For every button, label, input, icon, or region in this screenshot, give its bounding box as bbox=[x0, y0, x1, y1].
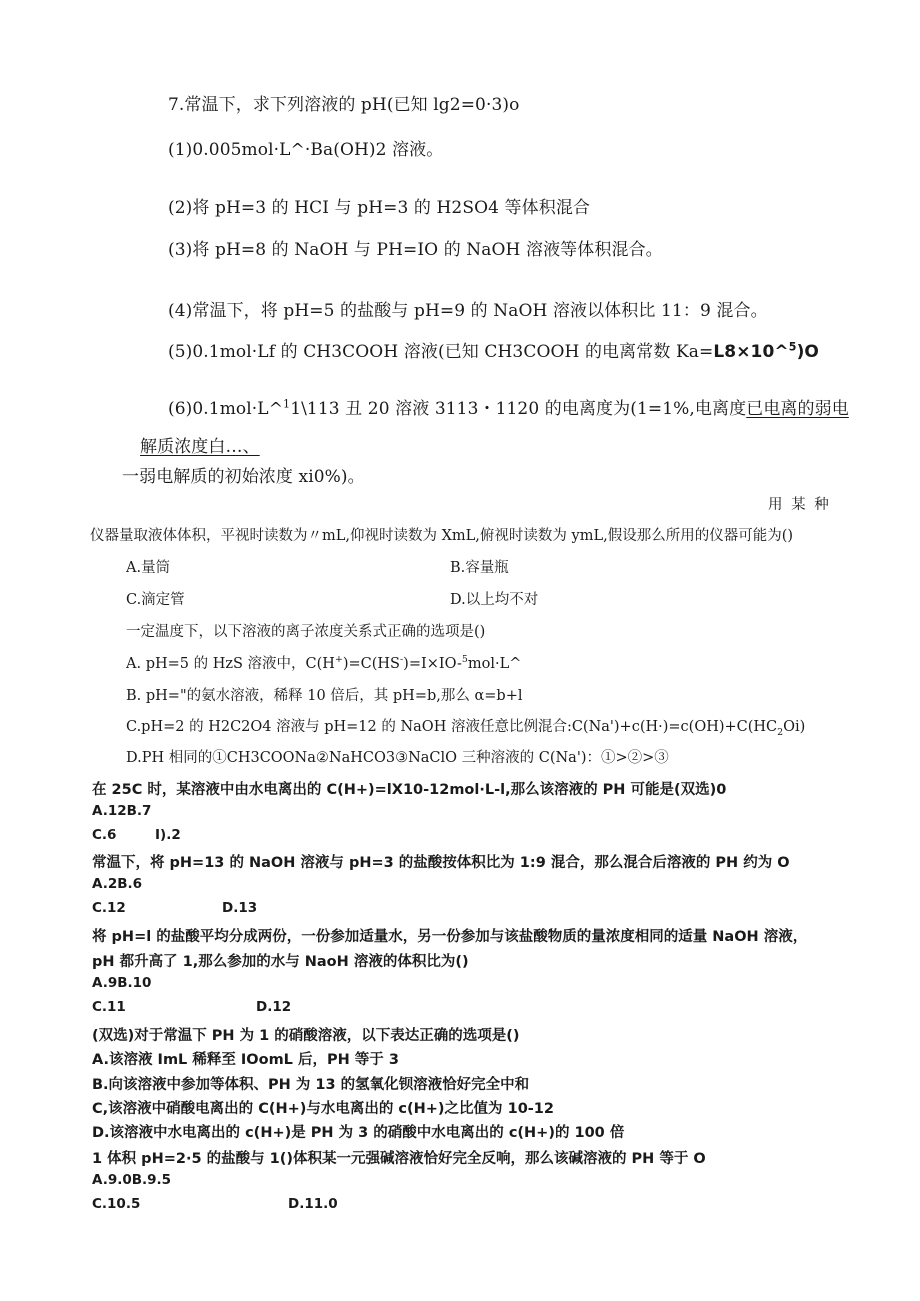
q10-option-ab: A.12B.7 bbox=[92, 803, 152, 819]
q7-part6-line3: 一弱电解质的初始浓度 xi0%)。 bbox=[122, 467, 365, 487]
q12-option-ab: A.9B.10 bbox=[92, 975, 152, 991]
q12-option-c: C.11 bbox=[92, 999, 126, 1015]
q7-part3: (3)将 pH=8 的 NaOH 与 PH=IO 的 NaOH 溶液等体积混合。 bbox=[168, 240, 663, 260]
q8-option-b: B.容量瓶 bbox=[450, 560, 509, 576]
q13-option-a: A.该溶液 ImL 稀释至 IOomL 后，PH 等于 3 bbox=[92, 1052, 399, 1068]
q8-option-d: D.以上均不对 bbox=[450, 592, 539, 608]
q9-option-b: B. pH="的氨水溶液，稀释 10 倍后，其 pH=b,那么 α=b+l bbox=[126, 688, 523, 704]
q7-part4: (4)常温下，将 pH=5 的盐酸与 pH=9 的 NaOH 溶液以体积比 11：9 混合。 bbox=[168, 301, 768, 321]
q8-option-a: A.量筒 bbox=[126, 560, 171, 576]
q13-option-c: C,该溶液中硝酸电离出的 C(H+)与水电离出的 c(H+)之比值为 10-12 bbox=[92, 1101, 554, 1117]
q14-stem: 1 体积 pH=2·5 的盐酸与 1()体积某一元强碱溶液恰好完全反响，那么该碱溶液的 PH 等于 O bbox=[92, 1151, 706, 1167]
q10-stem: 在 25C 时，某溶液中由水电离出的 C(H+)=lX10-12mol·L-l,那么该溶液的 PH 可能是(双选)0 bbox=[92, 782, 727, 798]
q13-option-b: B.向该溶液中参加等体积、PH 为 13 的氢氧化钡溶液恰好完全中和 bbox=[92, 1077, 530, 1093]
q11-option-d: D.13 bbox=[222, 900, 258, 916]
q7-part6-line2: 解质浓度白…、 bbox=[140, 437, 260, 457]
q8-stem: 仪器量取液体体积，平视时读数为〃mL,仰视时读数为 XmL,俯视时读数为 ymL,假设那么所用的仪器可能为() bbox=[90, 528, 794, 544]
q9-option-d: D.PH 相同的①CH3COONa②NaHCO3③NaClO 三种溶液的 C(Na')：①>②>③ bbox=[126, 750, 669, 766]
q9-stem: 一定温度下，以下溶液的离子浓度关系式正确的选项是() bbox=[126, 624, 486, 640]
q12-stem-line1: 将 pH=l 的盐酸平均分成两份，一份参加适量水，另一份参加与该盐酸物质的量浓度相同的适量 NaOH 溶液， bbox=[92, 929, 808, 945]
q13-option-d: D.该溶液中水电离出的 c(H+)是 PH 为 3 的硝酸中水电离出的 c(H+)的 100 倍 bbox=[92, 1125, 625, 1141]
q11-option-c: C.12 bbox=[92, 900, 126, 916]
q11-stem: 常温下，将 pH=13 的 NaOH 溶液与 pH=3 的盐酸按体积比为 1:9 混合，那么混合后溶液的 PH 约为 O bbox=[92, 855, 790, 871]
q7-part2: (2)将 pH=3 的 HCI 与 pH=3 的 H2SO4 等体积混合 bbox=[168, 198, 591, 218]
q14-option-ab: A.9.0B.9.5 bbox=[92, 1172, 172, 1188]
q9-option-c: C.pH=2 的 H2C2O4 溶液与 pH=12 的 NaOH 溶液任意比例混合$:C(Na')+c(H\cdot)=c(OH)+C(HC_2Oi)$ bbox=[126, 719, 806, 738]
q11-option-ab: A.2B.6 bbox=[92, 876, 143, 892]
q9-option-a: A. pH=5 的 HzS 溶液中，C(H+)=C(HS-)=I×IO-$^5$mol·L^ bbox=[126, 654, 522, 672]
q14-option-d: D.11.0 bbox=[288, 1196, 338, 1212]
q7-part6: (6)0.1mol·L^$^1$1\113 丑 20 溶液 3113・1120 的电离度为(1=1%,电离度已电离的弱电 bbox=[168, 397, 849, 419]
q7-part5: (5)0.1mol·Lf 的 CH3COOH 溶液(已知 CH3COOH 的电离常数 Ka=L8×10^$^5$)O bbox=[168, 340, 819, 362]
q13-stem: (双选)对于常温下 PH 为 1 的硝酸溶液，以下表达正确的选项是() bbox=[92, 1028, 520, 1044]
q12-option-d: D.12 bbox=[256, 999, 292, 1015]
q14-option-c: C.10.5 bbox=[92, 1196, 141, 1212]
q10-option-c: C.6 bbox=[92, 827, 117, 843]
q8-stem-start: 用 某 种 bbox=[768, 497, 831, 513]
q10-option-d: I).2 bbox=[155, 827, 181, 843]
q12-stem-line2: pH 都升高了 1,那么参加的水与 NaoH 溶液的体积比为() bbox=[92, 954, 469, 970]
q7-part1: (1)0.005mol·L^·Ba(OH)2 溶液。 bbox=[168, 140, 444, 160]
q8-option-c: C.滴定管 bbox=[126, 592, 185, 608]
q7-title: 7.常温下，求下列溶液的 pH(已知 lg2=0·3)o bbox=[168, 95, 520, 115]
